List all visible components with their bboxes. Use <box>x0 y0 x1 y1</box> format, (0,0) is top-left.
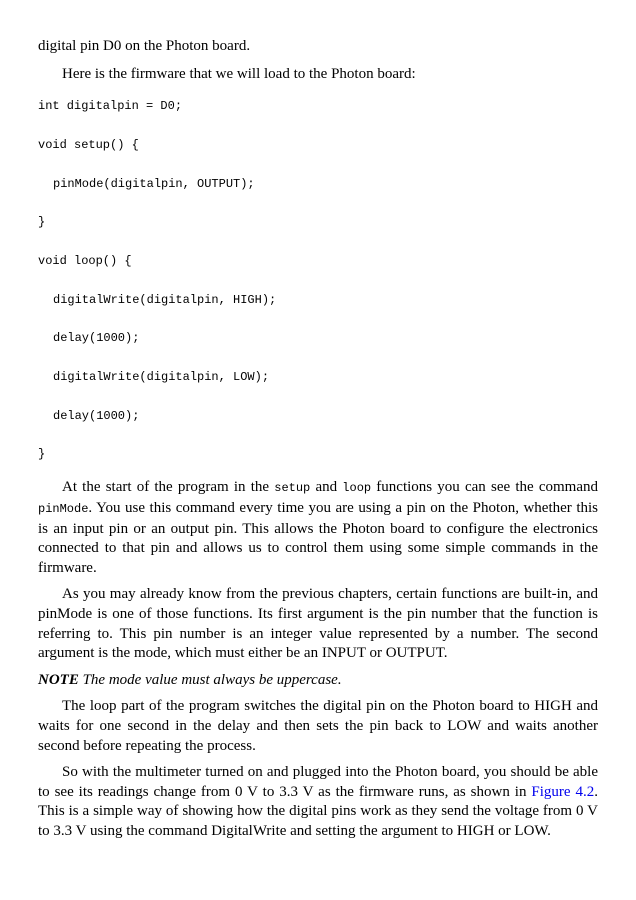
note <box>38 671 598 691</box>
code-line: void setup() { <box>38 137 139 152</box>
code-line: } <box>38 215 46 230</box>
code-line: void loop() { <box>38 253 132 268</box>
top-fragment: digital pin D0 on the Photon board. <box>38 38 251 54</box>
code-line: pinMode(digitalpin, OUTPUT); <box>53 176 255 191</box>
code-line: digitalWrite(digitalpin, LOW); <box>53 370 270 384</box>
code-line: delay(1000); <box>53 331 140 346</box>
note-label: NOTE <box>38 671 79 688</box>
paragraph-multimeter <box>38 763 598 841</box>
paragraph-loop: The loop part of the program switches the digital pin on the Photon board to HIGH and waits for one second in the delay and then sets the pin back to LOW and waits another second before repeating the process. <box>38 698 598 754</box>
code-line: int digitalpin = D0; <box>38 99 183 114</box>
text-run: . This is a simple way of showing how the digital pins work as they send the voltage from 0 V to 3.3 V using the command DigitalWrite and setting the argument to HIGH or LOW. <box>38 783 598 839</box>
inline-code-pinmode: pinMode <box>38 501 89 516</box>
code-block <box>38 97 598 464</box>
text-run: So with the multimeter turned on and plugged into the Photon board, you should be able to see its readings change from 0 V to 3.3 V as the firmware runs, as shown in <box>38 764 598 800</box>
inline-code-loop: loop <box>342 481 372 496</box>
figure-link[interactable]: Figure 4.2 <box>531 783 595 800</box>
code-line: delay(1000); <box>53 408 140 423</box>
paragraph-pinmode <box>38 478 598 578</box>
document-page <box>38 37 598 841</box>
text-run: At the start of the program in the <box>62 479 275 496</box>
text-run: . You use this command every time you are using a pin on the Photon, whether this is an input pin or an output pin. This allows the Photon board to configure the electronics connected to that pin and allows us to control them using some simple commands in the firmware. <box>38 499 598 576</box>
firmware-intro: Here is the firmware that we will load to the Photon board: <box>62 65 416 82</box>
note-text: The mode value must always be uppercase. <box>78 671 342 688</box>
inline-code-setup: setup <box>274 481 311 496</box>
code-line: } <box>38 447 46 462</box>
text-run: and <box>310 479 343 496</box>
code-line: digitalWrite(digitalpin, HIGH); <box>53 292 277 307</box>
text-run: functions you can see the command <box>371 479 598 496</box>
paragraph-builtin: As you may already know from the previous chapters, certain functions are built-in, and pinMode is one of those functions. Its first argument is the pin number that the function is referring to. This pin number is an integer value represented by a number. The second argument is the mode, which must either be an INPUT or OUTPUT. <box>38 586 598 662</box>
